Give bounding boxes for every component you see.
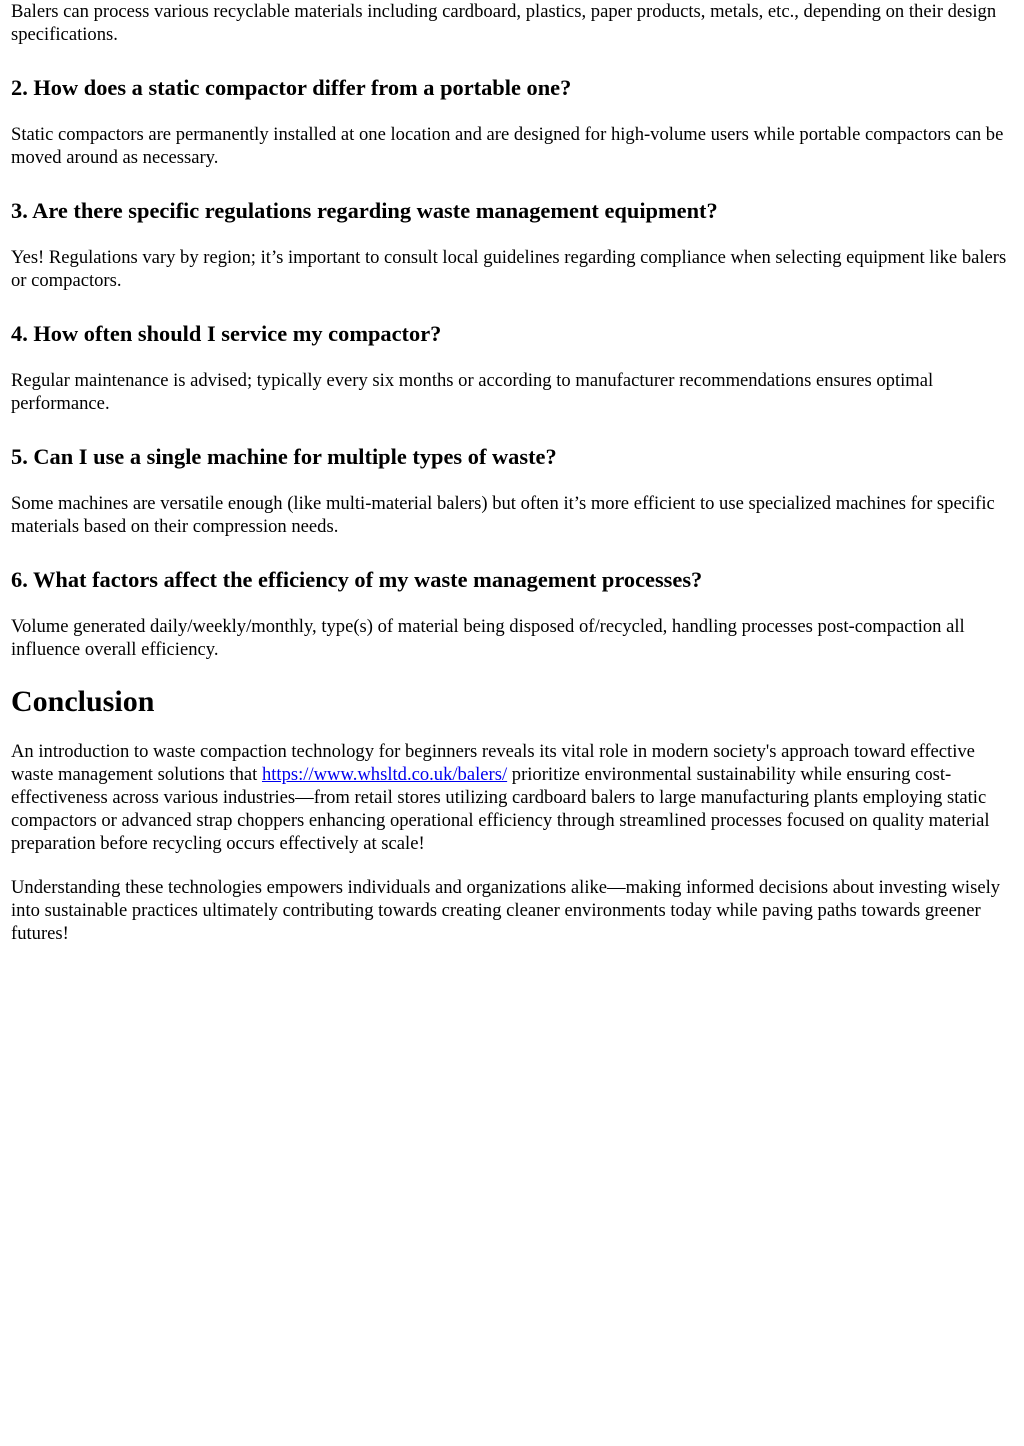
conclusion-paragraph-1	[11, 740, 1013, 855]
faq-answer-2: Static compactors are permanently installed at one location and are designed for high-volume users while portable compactors can be moved around as necessary.	[11, 124, 1004, 168]
conclusion-text-after-link: prioritize environmental sustainability while ensuring cost-effectiveness across various industries—from retail stores utilizing cardboard balers to large manufacturing plants employing static compactors or advanced strap choppers enhancing operational efficiency through streamlined processes focused on quality material preparation before recycling occurs effectively at scale!	[11, 764, 990, 854]
conclusion-heading: Conclusion	[11, 685, 155, 718]
faq-answer-1: Balers can process various recyclable materials including cardboard, plastics, paper products, metals, etc., depending on their design specifications.	[11, 1, 997, 45]
conclusion-text-before-link: An introduction to waste compaction technology for beginners reveals its vital role in modern society's approach toward effective waste management solutions that	[11, 741, 975, 785]
balers-link[interactable]: https://www.whsltd.co.uk/balers/	[261, 764, 508, 785]
faq-question-6: 6. What factors affect the efficiency of my waste management processes?	[11, 567, 703, 592]
faq-answer-4: Regular maintenance is advised; typically every six months or according to manufacturer recommendations ensures optimal performance.	[11, 370, 934, 414]
conclusion-paragraph-2: Understanding these technologies empowers individuals and organizations alike—making informed decisions about investing wisely into sustainable practices ultimately contributing towards creating cleaner environments today while paving paths towards greener futures!	[11, 877, 1001, 944]
faq-question-4: 4. How often should I service my compactor?	[11, 321, 442, 346]
faq-question-2: 2. How does a static compactor differ from a portable one?	[11, 75, 572, 100]
faq-answer-3: Yes! Regulations vary by region; it’s important to consult local guidelines regarding compliance when selecting equipment like balers or compactors.	[11, 247, 1007, 291]
faq-question-5: 5. Can I use a single machine for multiple types of waste?	[11, 444, 557, 469]
faq-question-3: 3. Are there specific regulations regarding waste management equipment?	[11, 198, 718, 223]
faq-answer-6: Volume generated daily/weekly/monthly, type(s) of material being disposed of/recycled, handling processes post-compaction all influence overall efficiency.	[11, 616, 965, 660]
faq-answer-5: Some machines are versatile enough (like multi-material balers) but often it’s more efficient to use specialized machines for specific materials based on their compression needs.	[11, 493, 995, 537]
